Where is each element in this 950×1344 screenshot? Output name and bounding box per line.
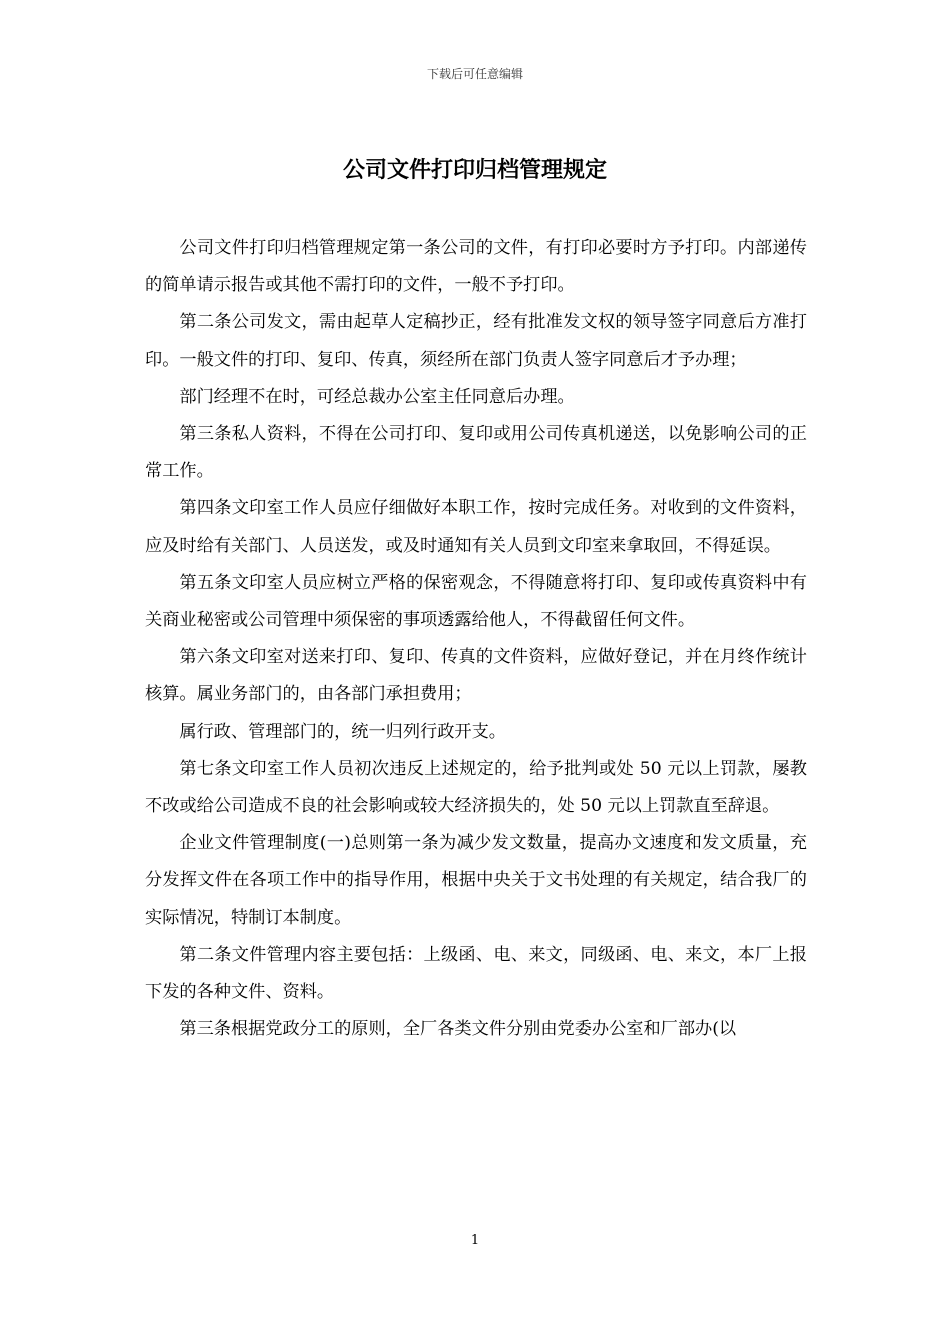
- paragraph-11: 第二条文件管理内容主要包括：上级函、电、来文，同级函、电、来文，本厂上报下发的各种文件、资料。: [145, 944, 807, 1003]
- paragraph-5: 第四条文印室工作人员应仔细做好本职工作，按时完成任务。对收到的文件资料，应及时给有关部门、人员送发，或及时通知有关人员到文印室来拿取回，不得延误。: [145, 498, 807, 556]
- paragraph-7: 第六条文印室对送来打印、复印、传真的文件资料，应做好登记，并在月终作统计核算。属业务部门的，由各部门承担费用；: [145, 647, 807, 705]
- paragraph-6: 第五条文印室人员应树立严格的保密观念，不得随意将打印、复印或传真资料中有关商业秘密或公司管理中须保密的事项透露给他人，不得截留任何文件。: [145, 572, 807, 631]
- paragraph-10: 企业文件管理制度(一)总则第一条为减少发文数量，提高办文速度和发文质量，充分发挥文件在各项工作中的指导作用，根据中央关于文书处理的有关规定，结合我厂的实际情况，特制订本制度。: [145, 833, 807, 928]
- page-header-note: 下载后可任意编辑: [426, 67, 523, 81]
- paragraph-3: 部门经理不在时，可经总裁办公室主任同意后办理。: [179, 386, 575, 407]
- document-body: [145, 230, 807, 1048]
- page-number: 1: [470, 1233, 480, 1248]
- paragraph-1: 公司文件打印归档管理规定第一条公司的文件，有打印必要时方予打印。内部递传的简单请示报告或其他不需打印的文件，一般不予打印。: [145, 238, 807, 296]
- paragraph-4: 第三条私人资料，不得在公司打印、复印或用公司传真机递送，以免影响公司的正常工作。: [145, 424, 807, 482]
- paragraph-2: 第二条公司发文，需由起草人定稿抄正，经有批准发文权的领导签字同意后方准打印。一般文件的打印、复印、传真，须经所在部门负责人签字同意后才予办理；: [145, 312, 807, 370]
- paragraph-12: 第三条根据党政分工的原则，全厂各类文件分别由党委办公室和厂部办(以: [179, 1019, 737, 1040]
- paragraph-8: 属行政、管理部门的，统一归列行政开支。: [179, 721, 506, 742]
- document-title: 公司文件打印归档管理规定: [342, 157, 607, 183]
- paragraph-9: 第七条文印室工作人员初次违反上述规定的，给予批判或处 50 元以上罚款，屡教不改或给公司造成不良的社会影响或较大经济损失的，处 50 元以上罚款直至辞退。: [145, 758, 807, 817]
